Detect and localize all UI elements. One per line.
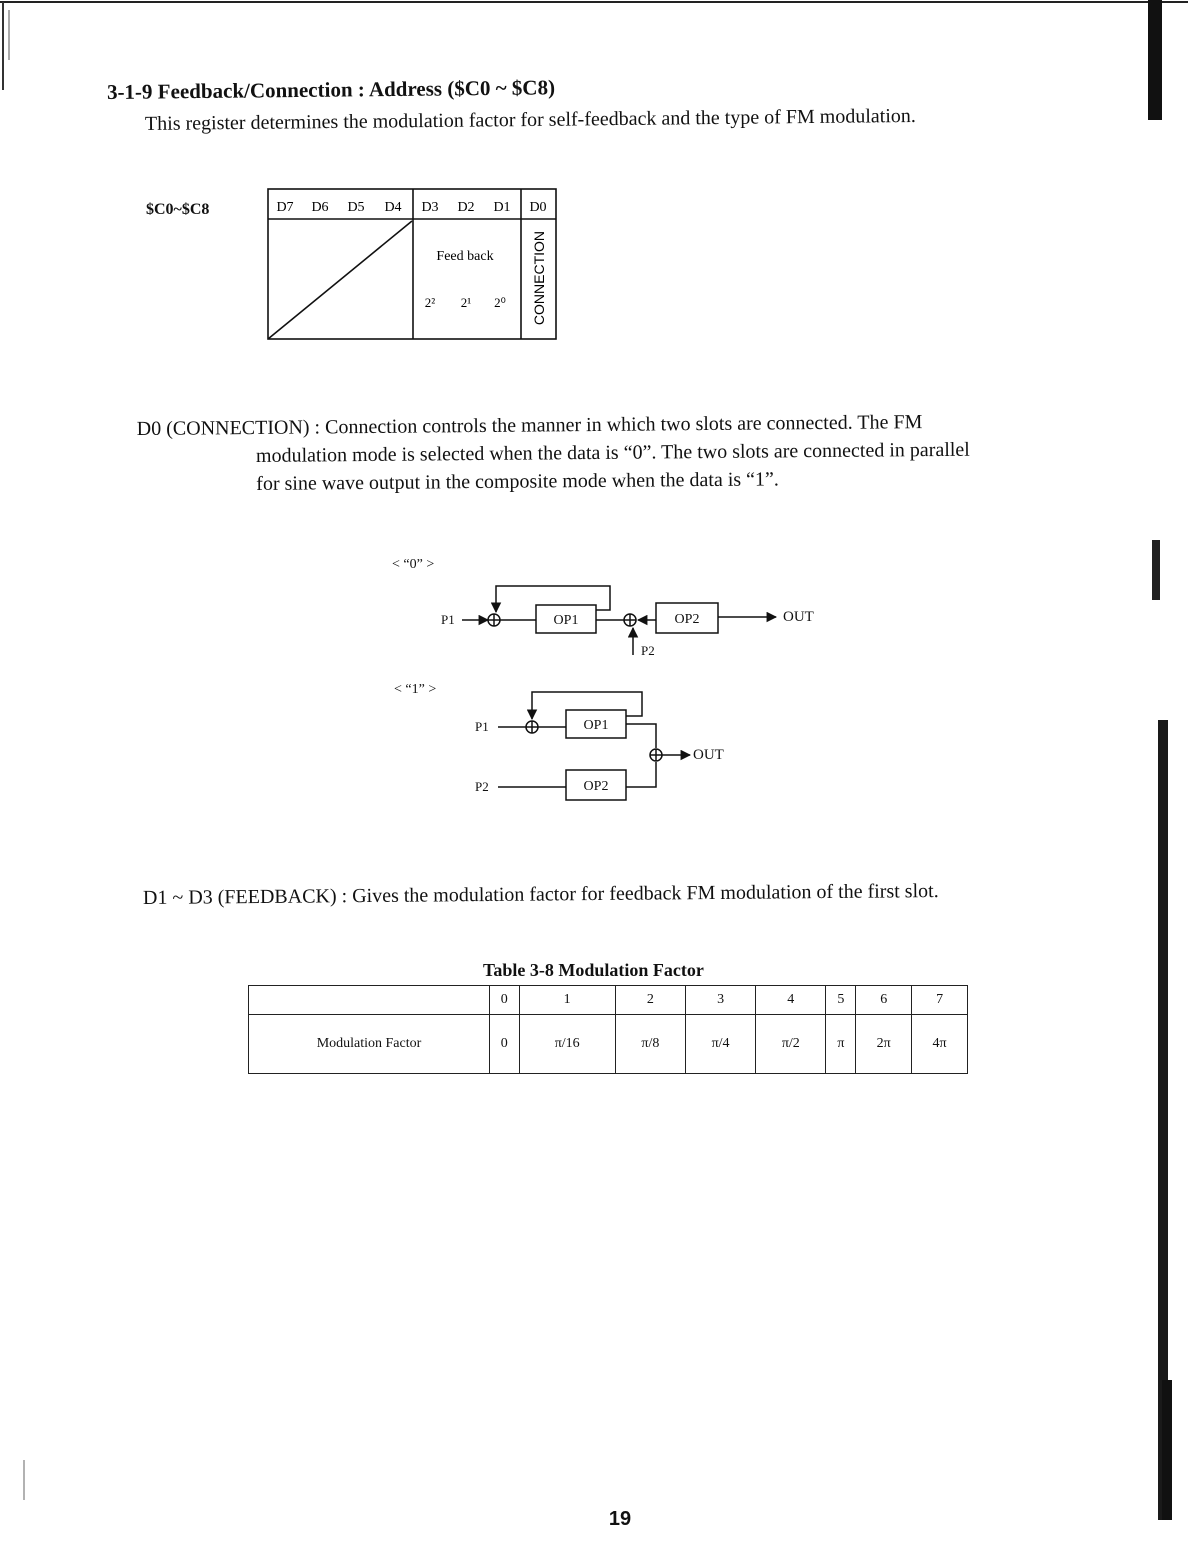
diagram0-op2-label: OP2 bbox=[674, 612, 700, 627]
feedback-weight-0: 2⁰ bbox=[494, 295, 506, 310]
page-number: 19 bbox=[608, 1508, 632, 1530]
table-header-cell: 7 bbox=[912, 986, 968, 1015]
table-header-cell: 3 bbox=[685, 986, 755, 1015]
diagram1-op1-label: OP1 bbox=[583, 718, 609, 733]
table-value-cell: 2π bbox=[856, 1015, 912, 1074]
table-value-cell: π/2 bbox=[756, 1015, 826, 1074]
bit-header-d3: D3 bbox=[421, 200, 439, 215]
diagram1-op2-label: OP2 bbox=[583, 779, 609, 794]
diagram1-p1-label: P1 bbox=[475, 719, 489, 734]
table-header-row bbox=[249, 986, 968, 1015]
table-value-cell: π/16 bbox=[519, 1015, 615, 1074]
table-value-cell: π/8 bbox=[615, 1015, 685, 1074]
feedback-field-label: Feed back bbox=[436, 249, 494, 264]
table-header-cell: 5 bbox=[826, 986, 856, 1015]
table-row-label: Modulation Factor bbox=[249, 1015, 490, 1074]
diagram1-label: < “1” > bbox=[394, 682, 437, 697]
table-header-cell: 2 bbox=[615, 986, 685, 1015]
diagram-fm-mode bbox=[392, 557, 814, 658]
diagram0-out-label: OUT bbox=[783, 609, 814, 625]
table-value-row bbox=[249, 1015, 968, 1074]
feedback-weight-2: 2² bbox=[424, 295, 436, 310]
diagram1-out-label: OUT bbox=[693, 747, 724, 763]
table-header-cell: 4 bbox=[756, 986, 826, 1015]
section-heading: 3-1-9 Feedback/Connection : Address ($C0 ~ $C8) bbox=[106, 75, 556, 104]
table-title: Table 3-8 Modulation Factor bbox=[483, 960, 704, 980]
modulation-factor-table bbox=[248, 985, 968, 1074]
diagram0-op1-label: OP1 bbox=[553, 613, 579, 628]
connection-desc-line-2: modulation mode is selected when the data is “0”. The two slots are connected in parallel bbox=[255, 438, 970, 467]
bit-header-d4: D4 bbox=[384, 200, 402, 215]
bit-header-d5: D5 bbox=[347, 200, 365, 215]
register-address-label: $C0~$C8 bbox=[146, 201, 210, 218]
feedback-desc-text: D1 ~ D3 (FEEDBACK) : Gives the modulation factor for feedback FM modulation of the first slot. bbox=[142, 880, 939, 909]
table-corner-cell bbox=[249, 986, 490, 1015]
feedback-weight-1: 2¹ bbox=[460, 295, 472, 310]
table-header-cell: 0 bbox=[490, 986, 520, 1015]
connection-field-label: CONNECTION bbox=[531, 230, 547, 326]
diagram0-label: < “0” > bbox=[392, 557, 435, 572]
bit-header-d2: D2 bbox=[457, 200, 475, 215]
bit-header-d6: D6 bbox=[311, 200, 329, 215]
table-header-cell: 6 bbox=[856, 986, 912, 1015]
connection-desc-line-3: for sine wave output in the composite mode when the data is “1”. bbox=[256, 468, 779, 495]
bit-header-d0: D0 bbox=[529, 200, 547, 215]
connection-desc-line-1: D0 (CONNECTION) : Connection controls the manner in which two slots are connected. The FM bbox=[136, 411, 923, 441]
table-value-cell: 0 bbox=[490, 1015, 520, 1074]
table-header-cell: 1 bbox=[519, 986, 615, 1015]
table-value-cell: 4π bbox=[912, 1015, 968, 1074]
table-value-cell: π/4 bbox=[685, 1015, 755, 1074]
diagram0-p1-label: P1 bbox=[441, 612, 455, 627]
bit-header-d1: D1 bbox=[493, 200, 511, 215]
table-value-cell: π bbox=[826, 1015, 856, 1074]
diagram1-p2-label: P2 bbox=[475, 779, 489, 794]
intro-paragraph: This register determines the modulation factor for self-feedback and the type of FM modulation. bbox=[144, 104, 916, 135]
bit-header-d7: D7 bbox=[276, 200, 294, 215]
diagram-composite-mode bbox=[394, 682, 724, 800]
diagram0-p2-label: P2 bbox=[641, 643, 655, 658]
